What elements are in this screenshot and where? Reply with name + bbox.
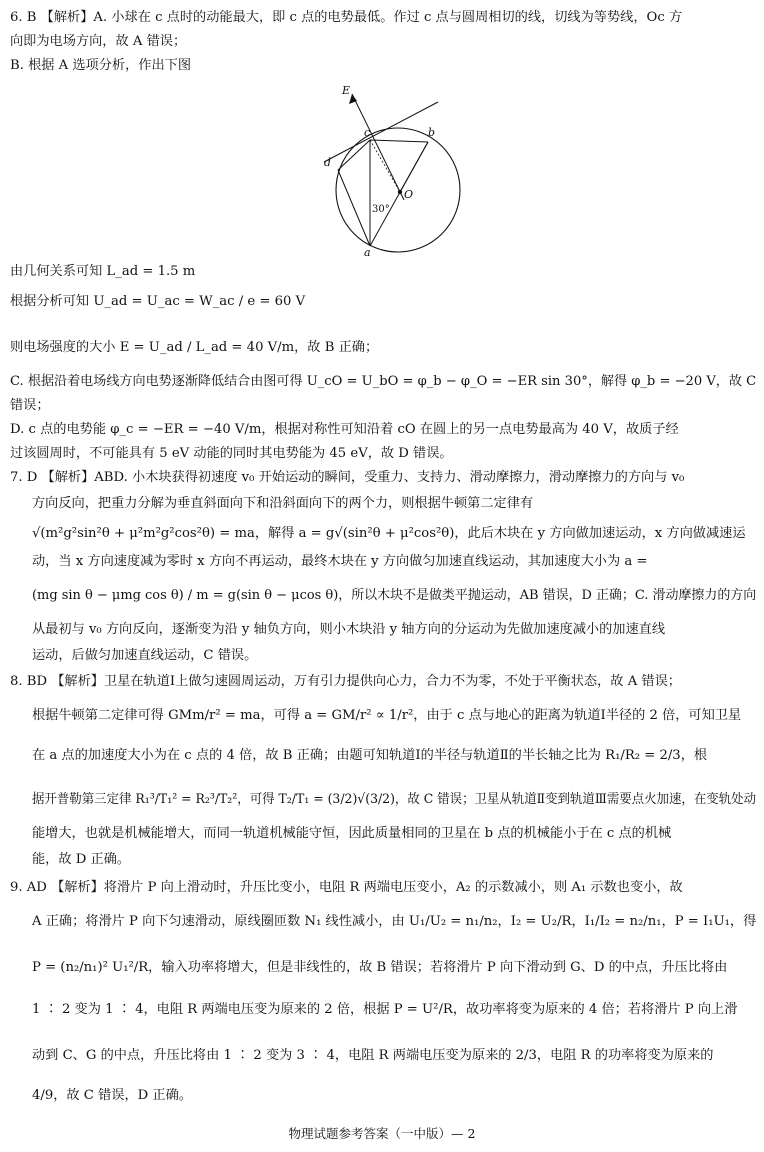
page-footer: 物理试题参考答案（一中版）— 2 <box>288 1126 476 1141</box>
q7-line-5: (mg sin θ − μmg cos θ) / m = g(sin θ − μcos θ)，所以木块不是做类平抛运动，AB 错误，D 正确；C. 滑动摩擦力的方向 <box>32 588 757 603</box>
q7-line-6: 从最初与 v₀ 方向反向，逐渐变为沿 y 轴负方向，则小木块沿 y 轴方向的分运动为先做加速度减小的加速直线 <box>32 622 666 637</box>
q8-line-2: 根据牛顿第二定律可得 GMm/r² = ma，可得 a = GM/r² ∝ 1/r²，由于 c 点与地心的距离为轨道Ⅰ半径的 2 倍，可知卫星 <box>32 708 742 723</box>
q8-line-4: 据开普勒第三定律 R₁³/T₁² = R₂³/T₂²，可得 T₂/T₁ = (3/2)√(3/2)，故 C 错误；卫星从轨道Ⅱ变到轨道Ⅲ需要点火加速，在变轨处动 <box>32 792 757 807</box>
q7-line-7: 运动，后做匀加速直线运动，C 错误。 <box>32 648 258 663</box>
q9-line-6: 4/9，故 C 错误，D 正确。 <box>32 1088 192 1103</box>
geometry-figure <box>312 80 468 258</box>
label-O: O <box>404 188 414 201</box>
q9-line-2: A 正确；将滑片 P 向下匀速滑动，原线圈匝数 N₁ 线性减小，由 U₁/U₂ = n₁/n₂，I₂ = U₂/R，I₁/I₂ = n₂/n₁，P = I₁U₁，得 <box>32 914 757 929</box>
label-b: b <box>428 126 436 139</box>
q8-line-1: 8. BD 【解析】卫星在轨道Ⅰ上做匀速圆周运动，万有引力提供向心力，合力不为零，不处于平衡状态，故 A 错误； <box>10 674 681 689</box>
label-a: a <box>364 246 371 258</box>
q7-line-3: √(m²g²sin²θ + μ²m²g²cos²θ) = ma，解得 a = g√(sin²θ + μ²cos²θ)，此后木块在 y 方向做加速运动，x 方向做减速运 <box>32 526 746 541</box>
q6-line-2: 向即为电场方向，故 A 错误； <box>10 34 187 49</box>
q7-line-4: 动，当 x 方向速度减为零时 x 方向不再运动，最终木块在 y 方向做匀加速直线运动，其加速度大小为 a = <box>32 554 648 569</box>
q9-line-5: 动到 C、G 的中点，升压比将由 1 ∶ 2 变为 3 ∶ 4，电阻 R 两端电压变为原来的 2/3，电阻 R 的功率将变为原来的 <box>32 1048 714 1063</box>
q6-line-6: 则电场强度的大小 E = U_ad / L_ad = 40 V/m，故 B 正确； <box>10 340 379 355</box>
label-d: d <box>324 156 332 169</box>
q9-line-3: P = (n₂/n₁)² U₁²/R，输入功率将增大，但是非线性的，故 B 错误；若将滑片 P 向下滑动到 G、D 的中点，升压比将由 <box>32 960 728 975</box>
q7-line-2: 方向反向，把重力分解为垂直斜面向下和沿斜面向下的两个力，则根据牛顿第二定律有 <box>32 496 534 511</box>
q6-line-5: 根据分析可知 U_ad = U_ac = W_ac / e = 60 V <box>10 294 306 309</box>
q7-line-1: 7. D 【解析】ABD. 小木块获得初速度 v₀ 开始运动的瞬间，受重力、支持力、滑动摩擦力，滑动摩擦力的方向与 v₀ <box>10 470 685 485</box>
line-c-b <box>370 140 428 142</box>
q6-line-10: 过该圆周时，不可能具有 5 eV 动能的同时其电势能为 45 eV，故 D 错误。 <box>10 446 453 461</box>
label-c: c <box>364 126 371 139</box>
field-line-E <box>352 94 404 200</box>
q6-line-7: C. 根据沿着电场线方向电势逐渐降低结合由图可得 U_cO = U_bO = φ_b − φ_O = −ER sin 30°，解得 φ_b = −20 V，故 C <box>10 374 757 389</box>
q8-line-6: 能，故 D 正确。 <box>32 852 131 867</box>
line-c-O <box>370 140 400 192</box>
label-angle: 30° <box>372 204 390 215</box>
q6-line-1: 6. B 【解析】A. 小球在 c 点时的动能最大，即 c 点的电势最低。作过 c 点与圆周相切的线，切线为等势线，Oc 方 <box>10 10 683 25</box>
q9-line-4: 1 ∶ 2 变为 1 ∶ 4，电阻 R 两端电压变为原来的 2 倍，根据 P = U²/R，故功率将变为原来的 4 倍；若将滑片 P 向上滑 <box>32 1002 738 1017</box>
q8-line-5: 能增大，也就是机械能增大，而同一轨道机械能守恒，因此质量相同的卫星在 b 点的机械能小于在 c 点的机械 <box>32 826 672 841</box>
q8-line-3: 在 a 点的加速度大小为在 c 点的 4 倍，故 B 正确；由题可知轨道Ⅰ的半径与轨道Ⅱ的半长轴之比为 R₁/R₂ = 2/3，根 <box>32 748 708 763</box>
q6-line-3: B. 根据 A 选项分析，作出下图 <box>10 58 192 73</box>
label-E: E <box>342 84 351 97</box>
figure-circle <box>336 128 460 252</box>
q6-line-9: D. c 点的电势能 φ_c = −ER = −40 V/m，根据对称性可知沿着 cO 在圆上的另一点电势最高为 40 V，故质子经 <box>10 422 679 437</box>
q9-line-1: 9. AD 【解析】将滑片 P 向上滑动时，升压比变小，电阻 R 两端电压变小，A₂ 的示数减小，则 A₁ 示数也变小，故 <box>10 880 683 895</box>
line-b-O <box>400 142 428 192</box>
q6-line-4: 由几何关系可知 L_ad = 1.5 m <box>10 264 196 279</box>
line-c-d <box>338 140 370 170</box>
q6-line-8: 错误； <box>10 398 50 413</box>
line-d-a <box>338 170 370 246</box>
